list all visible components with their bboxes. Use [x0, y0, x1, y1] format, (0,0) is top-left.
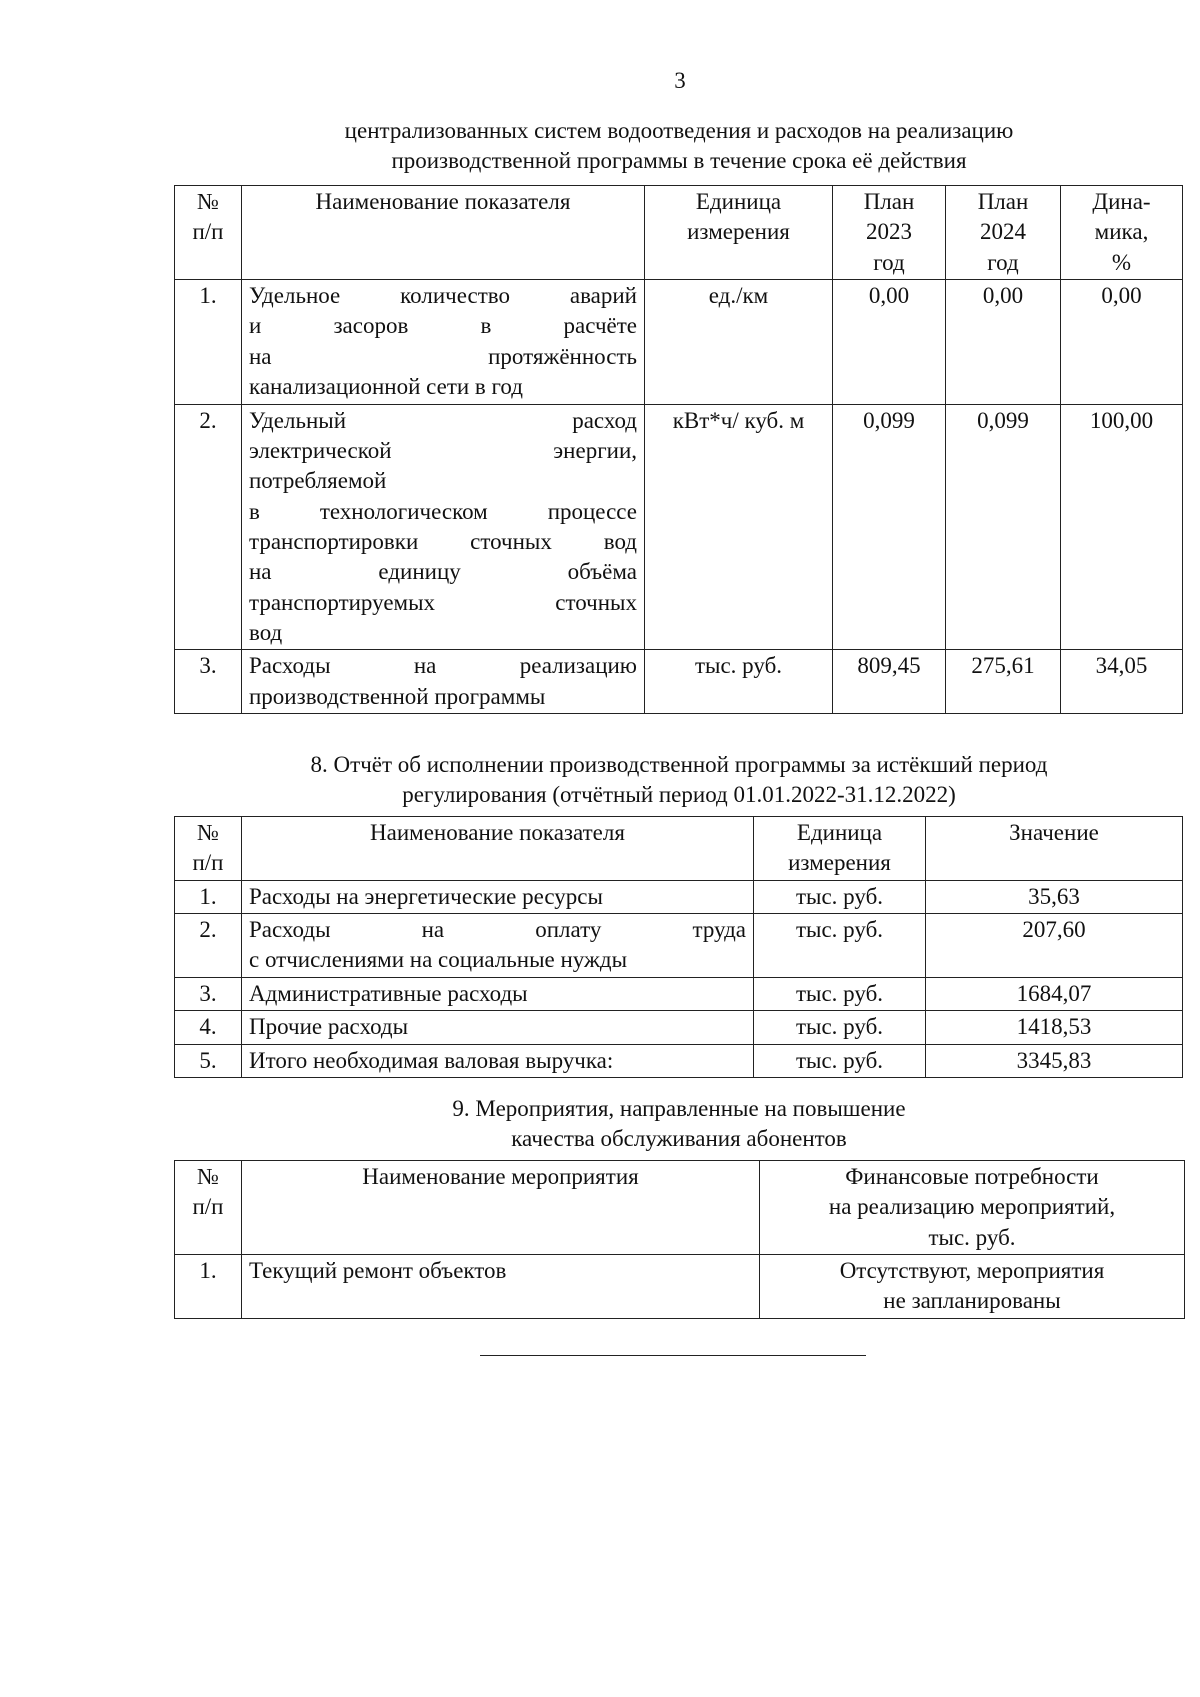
title-line: производственной программы в течение срока её действия — [391, 148, 967, 174]
row-dynamics: 100,00 — [1061, 404, 1183, 650]
program-report-table — [174, 816, 1183, 1078]
row-value: 3345,83 — [926, 1044, 1183, 1077]
table-row — [175, 404, 1183, 650]
header-num: № п/п — [175, 817, 242, 881]
row-value: 207,60 — [926, 914, 1183, 978]
row-plan-2023: 0,00 — [833, 280, 946, 404]
indicators-table — [174, 185, 1183, 714]
row-num: 4. — [175, 1011, 242, 1044]
table-row — [175, 280, 1183, 404]
row-value: 1418,53 — [926, 1011, 1183, 1044]
row-name: Текущий ремонт объектов — [242, 1255, 760, 1319]
row-name: Расходы на энергетические ресурсы — [242, 880, 754, 913]
header-unit: Единица измерения — [754, 817, 926, 881]
header-name: Наименование показателя — [242, 817, 754, 881]
row-plan-2024: 0,099 — [946, 404, 1061, 650]
row-num: 1. — [175, 1255, 242, 1319]
row-plan-2024: 275,61 — [946, 650, 1061, 714]
row-name: Административные расходы — [242, 977, 754, 1010]
row-name: Удельный расход электрической энергии, потребляемой в технологическом процессе транспортировки сточных вод на единицу объёма транспортируемых сточных вод — [242, 404, 645, 650]
row-name: Прочие расходы — [242, 1011, 754, 1044]
row-unit: кВт*ч/ куб. м — [645, 404, 833, 650]
row-name: Удельное количество аварий и засоров в расчёте на протяжённость канализационной сети в год — [242, 280, 645, 404]
row-unit: тыс. руб. — [754, 977, 926, 1010]
header-name: Наименование мероприятия — [242, 1161, 760, 1255]
title-line: 9. Мероприятия, направленные на повышение — [452, 1096, 906, 1121]
table-header-row — [175, 817, 1183, 881]
end-divider-line — [480, 1355, 866, 1356]
header-name: Наименование показателя — [242, 186, 645, 280]
page-number: 3 — [674, 68, 686, 93]
header-num: № п/п — [175, 1161, 242, 1255]
row-value: 35,63 — [926, 880, 1183, 913]
row-unit: ед./км — [645, 280, 833, 404]
header-value: Значение — [926, 817, 1183, 881]
row-plan-2023: 809,45 — [833, 650, 946, 714]
table-row — [175, 1255, 1185, 1319]
title-line: качества обслуживания абонентов — [511, 1126, 847, 1152]
header-plan-2023: План 2023 год — [833, 186, 946, 280]
row-finance: Отсутствуют, мероприятия не запланированы — [760, 1255, 1185, 1319]
row-num: 1. — [175, 880, 242, 913]
row-dynamics: 0,00 — [1061, 280, 1183, 404]
table-row — [175, 1044, 1183, 1077]
row-num: 3. — [175, 650, 242, 714]
table-row — [175, 650, 1183, 714]
table-header-row — [175, 186, 1183, 280]
title-line: регулирования (отчётный период 01.01.2022-31.12.2022) — [402, 782, 956, 808]
row-plan-2023: 0,099 — [833, 404, 946, 650]
row-num: 2. — [175, 404, 242, 650]
title-line: централизованных систем водоотведения и расходов на реализацию — [344, 118, 1014, 143]
row-name: Расходы на реализацию производственной программы — [242, 650, 645, 714]
row-value: 1684,07 — [926, 977, 1183, 1010]
row-num: 1. — [175, 280, 242, 404]
service-measures-table — [174, 1160, 1185, 1319]
row-unit: тыс. руб. — [754, 880, 926, 913]
header-finance: Финансовые потребности на реализацию мероприятий, тыс. руб. — [760, 1161, 1185, 1255]
row-num: 5. — [175, 1044, 242, 1077]
header-plan-2024: План 2024 год — [946, 186, 1061, 280]
row-unit: тыс. руб. — [754, 1044, 926, 1077]
row-dynamics: 34,05 — [1061, 650, 1183, 714]
row-num: 2. — [175, 914, 242, 978]
table-row — [175, 914, 1183, 978]
row-plan-2024: 0,00 — [946, 280, 1061, 404]
row-unit: тыс. руб. — [645, 650, 833, 714]
row-num: 3. — [175, 977, 242, 1010]
section-8-title — [174, 750, 1184, 811]
table-header-row — [175, 1161, 1185, 1255]
header-unit: Единица измерения — [645, 186, 833, 280]
table-row — [175, 880, 1183, 913]
header-dynamics: Дина- мика, % — [1061, 186, 1183, 280]
row-name: Расходы на оплату труда с отчислениями на социальные нужды — [242, 914, 754, 978]
row-unit: тыс. руб. — [754, 914, 926, 978]
title-line: 8. Отчёт об исполнении производственной программы за истёкший период — [310, 752, 1048, 777]
row-name: Итого необходимая валовая выручка: — [242, 1044, 754, 1077]
table-row — [175, 977, 1183, 1010]
table-row — [175, 1011, 1183, 1044]
row-unit: тыс. руб. — [754, 1011, 926, 1044]
continued-table-title — [174, 116, 1184, 177]
header-num: № п/п — [175, 186, 242, 280]
section-9-title — [174, 1094, 1184, 1155]
